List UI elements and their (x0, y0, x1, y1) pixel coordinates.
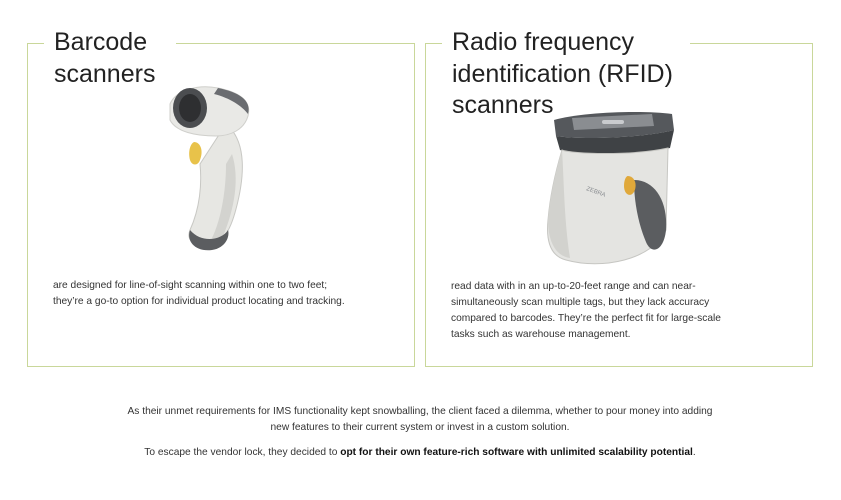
rfid-scanners-card (425, 28, 813, 367)
title-line: scanners (452, 91, 554, 119)
paragraph-text: . (692, 447, 696, 458)
summary-paragraph (120, 445, 720, 461)
rfid-scanner-image (542, 110, 692, 276)
barcode-scanner-image (156, 84, 286, 260)
card-description: are designed for line-of-sight scanning within one to two feet; they’re a go-to option for individual product locating and tracking. (53, 280, 345, 307)
summary-paragraph: As their unmet requirements for IMS functionality kept snowballing, the client faced a dilemma, whether to pour money into adding new features to their current system or invest in a custom solution. (127, 406, 713, 433)
card-title (442, 27, 690, 122)
paragraph-text: To escape the vendor lock, they decided to (144, 447, 341, 458)
title-line: identification (RFID) (452, 59, 673, 88)
summary-section (120, 404, 720, 470)
title-line: Barcode (54, 28, 148, 56)
barcode-scanners-card (27, 28, 415, 367)
highlighted-text: opt for their own feature-rich software with unlimited scalability potential (340, 447, 693, 458)
svg-text:ZEBRA: ZEBRA (585, 186, 607, 199)
title-line: scanners (54, 59, 156, 88)
title-line: Radio frequency (452, 28, 635, 56)
card-title (44, 27, 176, 90)
card-description: read data with in an up-to-20-feet range and can near-simultaneously scan multiple tags, but they lack accuracy compared to barcodes. They’re the perfect fit for large-scale tasks such as warehouse management. (451, 281, 721, 340)
